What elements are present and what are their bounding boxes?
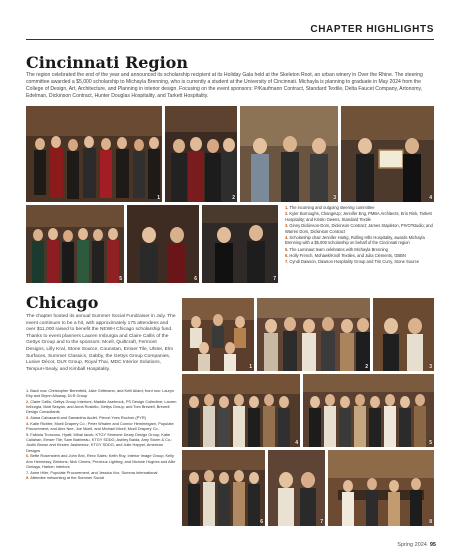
- photo-number: 4: [295, 440, 298, 446]
- cincinnati-title: Cincinnati Region: [26, 53, 188, 72]
- photo-number: 7: [320, 519, 323, 525]
- photo-number: 2: [365, 364, 368, 370]
- cincinnati-captions: [285, 205, 435, 265]
- caption-item: [285, 205, 435, 211]
- cincinnati-photo-6: [127, 205, 199, 283]
- caption-number: 3.: [26, 415, 30, 421]
- caption-number: 1.: [26, 388, 30, 393]
- caption-item: [285, 235, 435, 246]
- caption-number: 7.: [285, 258, 289, 264]
- caption-item: [26, 470, 178, 475]
- photo-number: 2: [232, 195, 235, 201]
- photo-number: 3: [333, 195, 336, 201]
- photo-number: 4: [429, 195, 432, 201]
- cincinnati-photo-5: [26, 205, 124, 283]
- caption-item: [285, 247, 435, 253]
- caption-text: Katie Richter, Mcell Drapery Co.; Peter Whalen and Connor Hemmelgarn, Populate Procurement; and Alex Nee, Joe Mcell, and Michael Mcell, Mcell Drapery Co.: [26, 421, 174, 432]
- caption-text: Bette Rosenstein and John Brix, Rexx Sales; Keith Roy, Interior Image Group; Kelly Ann Hennessy, Brintons; Nick Cimms, Precious Lighting; and Nichole Hughes and Allie Orelaga, Harken Interiors: [26, 453, 176, 469]
- caption-text: Scholarship chair Jennifer Hartig, Rolling Hills Hospitality, awards Michayla Brenning with a $5,000 scholarship on behalf of the Cincinnati region: [285, 234, 425, 246]
- caption-item: [26, 421, 178, 431]
- chicago-title: Chicago: [26, 293, 99, 312]
- caption-number: 5.: [26, 432, 30, 437]
- caption-item: [26, 475, 178, 480]
- photo-number: 8: [429, 519, 432, 525]
- cincinnati-photo-3: [240, 106, 338, 202]
- chicago-intro: The chapter hosted its annual Summer Social Fundraiser in July. The event continues to be a hit, with approximately 175 attendees and over $11,000 raised to benefit the NEWH Chicago scholarship fund. Thanks to event planners Lauren Imburgia and Claire Callis of the Gettys Group and to the sponsors: Mcell, Quiltcraft, Fermont Designs, Lilly Kral, Stone Source, Counstan, Emser Tile, Ulster, Elm Surfaces, Summer Classics, Gabby, the Gettys Group Companies, Lusive Décor, DLR Group, Royal Thai, MDC Interior Solutions, Tempur+Sealy, and Kimball Hospitality.: [26, 314, 176, 372]
- cincinnati-intro: The region celebrated the end of the year and announced its scholarship recipient at its Holiday Gala held at the Skeleton Root, an urban winery in Over the Rhine. The steering committee awarded a $5,000 scholarship to Michayla Brenning, who is currently a student at the University of Cincinnati. Michayla is planning to graduate in May 2024 from the College of Design, Art, Architecture, and Planning in interior design. Focusing on the event sponsors: P/Kaufmann Contract, Standard Textile, Delta Faucet Company, Artonomy, Edelman, Dickinson Contract, Hunter Douglas Hospitality, and Tarkett Hospitality.: [26, 72, 423, 100]
- caption-number: 4.: [26, 421, 30, 426]
- caption-item: [26, 453, 178, 469]
- cincinnati-photo-4: [341, 106, 434, 202]
- chicago-photo-6: [182, 450, 265, 526]
- photo-number: 6: [260, 519, 263, 525]
- caption-item: [285, 253, 435, 259]
- caption-number: 2.: [285, 211, 289, 217]
- photo-number: 1: [157, 195, 160, 201]
- caption-number: 1.: [285, 205, 289, 210]
- caption-text: The incoming and outgoing steering committee: [289, 205, 375, 210]
- chicago-photo-3: [373, 298, 434, 371]
- chicago-photo-2: [257, 298, 370, 371]
- caption-text: Anne Hiler, Populate Procurement, and Jessica Vox, Summa International: [30, 469, 158, 475]
- cincinnati-photo-2: [165, 106, 237, 202]
- caption-text: Claire Callis, Gettys Group Interiors; Maddie Asebrook, PS Design Collective; Lauren Imburgia, Matt Sesyan, and Anna Rosiello, Gettys Group; and Tom Brewell, Brewell Design Consultants: [26, 399, 177, 415]
- cincinnati-photo-7: [202, 205, 278, 283]
- caption-text: The Luminaut team celebrates with Michayla Brenning: [289, 246, 388, 252]
- caption-item: [26, 432, 178, 453]
- caption-item: [26, 388, 178, 398]
- chicago-photo-7: [268, 450, 325, 526]
- caption-item: [285, 211, 435, 222]
- caption-number: 2.: [26, 399, 30, 404]
- chicago-photo-8: [328, 450, 434, 526]
- caption-text: Holly French, Mohawk/Knoll Textiles, and Julia Clements, GBBN: [289, 252, 406, 258]
- cincinnati-photo-1: [26, 106, 162, 202]
- page-number: 95: [429, 542, 436, 548]
- photo-number: 1: [249, 364, 252, 370]
- caption-number: 8.: [26, 475, 30, 481]
- caption-number: 6.: [26, 453, 30, 459]
- photo-number: 5: [429, 440, 432, 446]
- caption-text: Back row: Christopher Berenfeld, Jake Grittmann, and Kelli Allard; front row: Lauryn Eby and Brynn Alloway, DLR Group: [26, 388, 175, 399]
- caption-text: Attendee networking at the Summer Social: [30, 475, 104, 481]
- caption-item: [285, 259, 435, 265]
- caption-text: Cyndi Dawson, Dawson Hospitality Group and Tim Curry, Stone Source: [289, 258, 420, 264]
- issue-label: Spring 2024: [397, 542, 427, 548]
- photo-number: 5: [119, 276, 122, 282]
- chicago-photo-4: [182, 374, 300, 447]
- photo-number: 7: [273, 276, 276, 282]
- chicago-photo-1: [182, 298, 254, 371]
- caption-number: 3.: [285, 222, 289, 228]
- caption-number: 6.: [285, 252, 289, 258]
- caption-text: Fabiola Troncoso, Hyatt; Mihai Iacob, KTGY Simeone Deary Design Group; Katie Callahan, Emser Tile; Sam Babineau, KTGY SDDG; Ashley Balda, Amy Storm & Co.; Justin Brown and Kirsten Jaskiewicz, KTGY SDDG; and Julie Happel, Americon Designs: [26, 432, 173, 453]
- caption-text: Kyler Burroughs, ChangeUp; Jennifer Eng, PMBA Architects; Erin Rink, Tarkett Hospitality; and Kristin Owens, Standard Textile: [285, 211, 432, 222]
- header-rule: [26, 39, 434, 40]
- caption-text: Alana Calvacanti and Samantha Audet, Pierce-Yves Rochon (PYR): [30, 415, 146, 421]
- caption-number: 7.: [26, 469, 30, 475]
- caption-number: 4.: [285, 234, 289, 240]
- chicago-captions: [26, 388, 178, 481]
- caption-text: Ginny Dickinson-Dorn, Dickinson Contract; James Stapleton, PIVOTstudio; and Warren Dorn, Dickinson Contract: [285, 222, 433, 234]
- caption-number: 5.: [285, 246, 289, 252]
- caption-item: [26, 399, 178, 415]
- section-header: CHAPTER HIGHLIGHTS: [310, 24, 434, 35]
- photo-number: 6: [194, 276, 197, 282]
- caption-item: [285, 223, 435, 234]
- page-footer: [397, 542, 436, 548]
- photo-number: 3: [429, 364, 432, 370]
- chicago-photo-5: [303, 374, 434, 447]
- caption-item: [26, 415, 178, 420]
